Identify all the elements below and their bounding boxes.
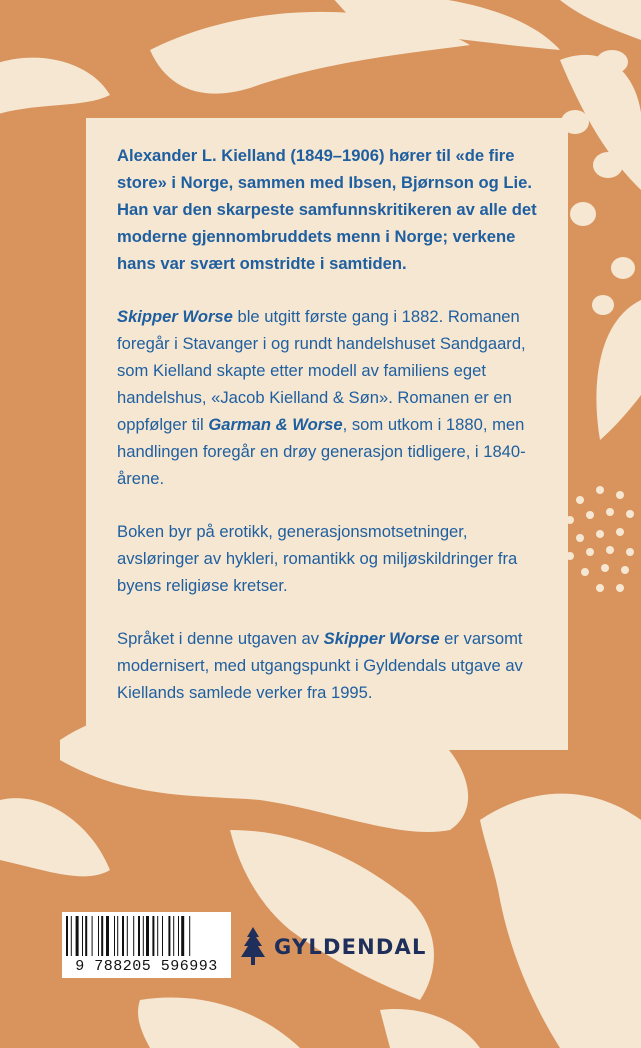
- isbn-number: 9 788205 596993: [75, 958, 218, 975]
- book-title: Skipper Worse: [323, 629, 440, 648]
- paragraph-edition: Språket i denne utgaven av Skipper Worse er varsomt modernisert, med utgangspunkt i Gyldendals utgave av Kiellands samlede verker fra 1995.: [117, 629, 523, 702]
- prequel-title: Garman & Worse: [208, 415, 343, 434]
- paragraph-publication: Skipper Worse ble utgitt første gang i 1882. Romanen foregår i Stavanger i og rundt handelshuset Sandgaard, som Kielland skapte etter modell av familiens eget handelshus, «Jacob Kielland & Søn». Romanen er en oppfølger til Garman & Worse, som utkom i 1880, men handlingen foregår en drøy generasjon tidligere, i 1840-årene.: [117, 307, 526, 488]
- back-cover-text: [117, 142, 547, 732]
- barcode-bars: [66, 916, 227, 956]
- paragraph-themes: Boken byr på erotikk, generasjonsmotsetninger, avsløringer av hykleri, romantikk og miljøskildringer fra byens religiøse kretser.: [117, 522, 518, 595]
- author-intro: Alexander L. Kielland (1849–1906) hører til «de fire store» i Norge, sammen med Ibsen, Bjørnson og Lie. Han var den skarpeste samfunnskritikeren av alle det moderne gjennombruddets menn i Norge; verkene hans var svært omstridte i samtiden.: [117, 146, 537, 273]
- fir-tree-icon: [240, 927, 266, 967]
- publisher-name: GYLDENDAL: [274, 935, 427, 959]
- publisher-logo: [240, 925, 427, 969]
- isbn-barcode: [62, 912, 231, 978]
- book-title: Skipper Worse: [117, 307, 233, 326]
